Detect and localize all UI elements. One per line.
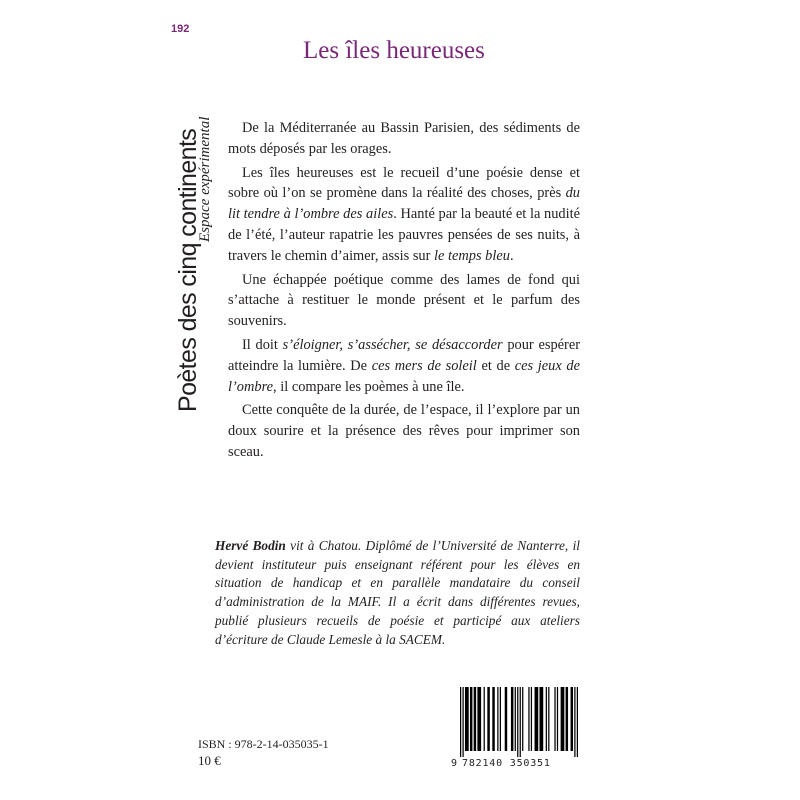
barcode-bar [571,687,573,751]
barcode-bar [492,687,494,751]
isbn: ISBN : 978-2-14-035035-1 [198,737,329,751]
barcode-bar [546,687,547,751]
summary-paragraph [228,270,580,332]
barcode-bar [574,687,575,757]
summary-text: Les îles heureuses est le recueil d’une poésie dense et sobre où l’on se promène dans la réalité des choses, près [228,164,580,202]
barcode-bar [554,687,555,751]
summary-paragraph [228,400,580,462]
collection-spine [140,42,240,412]
summary-paragraph [228,118,580,160]
summary-italic-phrase: ces jeux de l’ombre [228,357,580,395]
summary-paragraph [228,335,580,397]
barcode-bar [515,687,516,751]
author-name: Hervé Bodin [215,538,286,553]
barcode-bar [487,687,489,751]
author-bio [215,537,580,649]
barcode-bar [470,687,472,751]
barcode-bars [458,687,580,757]
barcode-bar [539,687,543,751]
barcode-bar [577,687,578,757]
barcode-bar [531,687,532,751]
summary-italic-phrase: s’éloigner, s’assécher, se désaccorder [282,336,503,353]
barcode-bar [557,687,558,751]
barcode-bar [517,687,518,757]
collection-name: Poètes des cinq continents [174,128,202,412]
barcode-bar [535,687,539,751]
barcode-bar [548,687,549,751]
barcode-bar [528,687,529,751]
summary-paragraph [228,163,580,267]
summary-text: . Hanté par la beauté et la nudité de l’été, l’auteur rapatrie les pauvres pensées de ses nuits, à travers le chemin d’aimer, assis sur [228,206,580,264]
book-title: Les îles heureuses [303,37,485,64]
book-summary [228,118,580,466]
barcode-bar [505,687,507,751]
summary-italic-phrase: du lit tendre à l’ombre des ailes [228,185,580,223]
barcode-bar [500,687,501,751]
barcode-bar [465,687,469,751]
barcode-bar [460,687,461,757]
barcode-bar [497,687,498,751]
barcode-bar [566,687,568,751]
summary-text: De la Méditerranée au Bassin Parisien, des sédiments de mots déposés par les orages. [228,120,580,157]
barcode-bar [511,687,513,751]
summary-text: et de [476,357,515,374]
barcode-digits: 782140 350351 [462,758,551,769]
summary-text: Il doit [242,336,283,353]
barcode-bar [474,687,476,751]
barcode-bar [520,687,521,757]
barcode-bar [561,687,565,751]
price: 10 € [198,753,221,768]
barcode-bar [462,687,463,757]
barcode-bar [522,687,523,751]
summary-italic-phrase: ces mers de soleil [371,357,477,374]
barcode-lead-digit: 9 [451,758,458,769]
barcode-bar [477,687,481,751]
summary-italic-phrase: le temps bleu [434,247,510,264]
summary-text: Cette conquête de la durée, de l’espace, il l’explore par un doux sourire et la présence des rêves pour imprimer son sceau. [228,402,580,460]
summary-text: , il compare les poèmes à une île. [273,378,465,395]
summary-text: pour espérer atteindre la lumière. De [228,336,580,374]
barcode-bar [484,687,485,751]
summary-text: Une échappée poétique comme des lames de fond qui s’attache à restituer le monde présent et le parfum des souvenirs. [228,271,580,330]
summary-text: . [509,247,514,264]
author-bio-text: vit à Chatou. Diplômé de l’Université de Nanterre, il devient instituteur puis enseignant référent pour les élèves en situation de handicap et en parallèle mandataire du conseil d’administration de la MAIF. Il a écrit dans différentes revues, publié plusieurs recueils de poésie et participé aux ateliers d’écriture de Claude Lemesle à la SACEM. [215,538,580,647]
collection-subtitle: Espace expérimental [197,116,213,242]
collection-number: 192 [171,23,190,35]
